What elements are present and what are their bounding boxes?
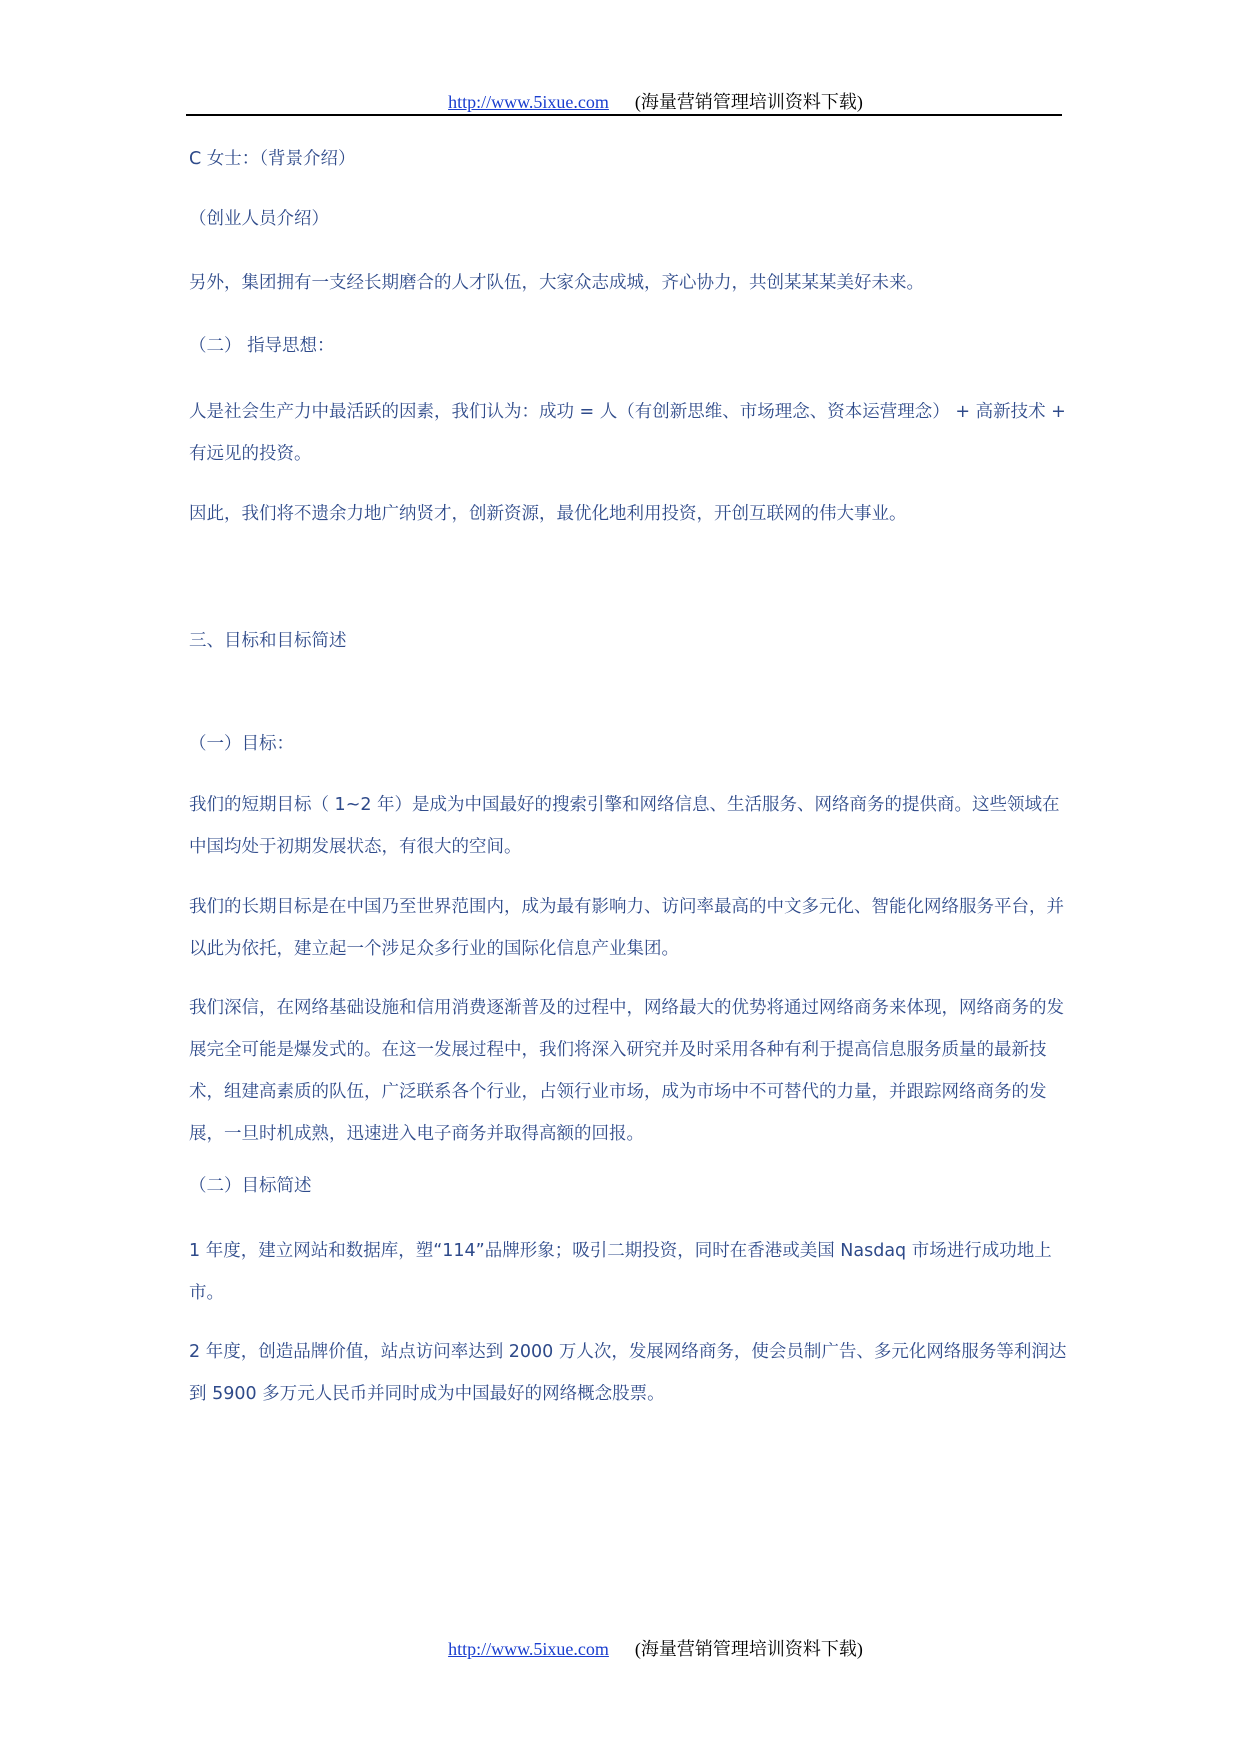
header-inner: [448, 88, 863, 114]
paragraph-founders: （创业人员介绍）: [189, 209, 329, 229]
heading-goals: （一）目标：: [189, 734, 294, 754]
footer-inner: [448, 1635, 863, 1661]
heading-guiding-thought: （二） 指导思想：: [189, 336, 335, 356]
paragraph-c-lady: C 女士：（背景介绍）: [189, 149, 356, 169]
header-url-link[interactable]: http://www.5ixue.com: [448, 92, 609, 112]
paragraph-therefore: 因此，我们将不遗余力地广纳贤才，创新资源，最优化地利用投资，开创互联网的伟大事业。: [189, 504, 907, 524]
paragraph-long-term-goal: 我们的长期目标是在中国乃至世界范围内，成为最有影响力、访问率最高的中文多元化、智能化网络服务平台，并以此为依托，建立起一个涉足众多行业的国际化信息产业集团。: [189, 897, 1064, 959]
header-tagline: (海量营销管理培训资料下载): [634, 92, 863, 112]
heading-section-three: 三、目标和目标简述: [189, 631, 347, 651]
footer-tagline: (海量营销管理培训资料下载): [634, 1639, 863, 1659]
paragraph-belief: 我们深信，在网络基础设施和信用消费逐渐普及的过程中，网络最大的优势将通过网络商务来体现，网络商务的发展完全可能是爆发式的。在这一发展过程中，我们将深入研究并及时采用各种有利于提高信息服务质量的最新技术，组建高素质的队伍，广泛联系各个行业，占领行业市场，成为市场中不可替代的力量，并跟踪网络商务的发展，一旦时机成熟，迅速进入电子商务并取得高额的回报。: [189, 998, 1064, 1144]
page-header: [0, 88, 1241, 114]
paragraph-year-two: 2 年度，创造品牌价值，站点访问率达到 2000 万人次，发展网络商务，使会员制广告、多元化网络服务等利润达到 5900 多万元人民币并同时成为中国最好的网络概念股票。: [189, 1342, 1067, 1404]
page-footer: [0, 1635, 1241, 1661]
paragraph-short-term-goal: 我们的短期目标（ 1~2 年）是成为中国最好的搜索引擎和网络信息、生活服务、网络商务的提供商。这些领域在中国均处于初期发展状态，有很大的空间。: [189, 795, 1060, 857]
header-rule: [186, 114, 1062, 116]
paragraph-year-one: 1 年度，建立网站和数据库，塑“114”品牌形象；吸引二期投资，同时在香港或美国 Nasdaq 市场进行成功地上市。: [189, 1241, 1052, 1303]
heading-goal-summary: （二）目标简述: [189, 1176, 312, 1196]
footer-url-link[interactable]: http://www.5ixue.com: [448, 1639, 609, 1659]
paragraph-success-formula: 人是社会生产力中最活跃的因素，我们认为：成功 = 人（有创新思维、市场理念、资本运营理念） + 高新技术 + 有远见的投资。: [189, 402, 1066, 464]
paragraph-team: 另外，集团拥有一支经长期磨合的人才队伍，大家众志成城，齐心协力，共创某某某美好未来。: [189, 273, 924, 293]
